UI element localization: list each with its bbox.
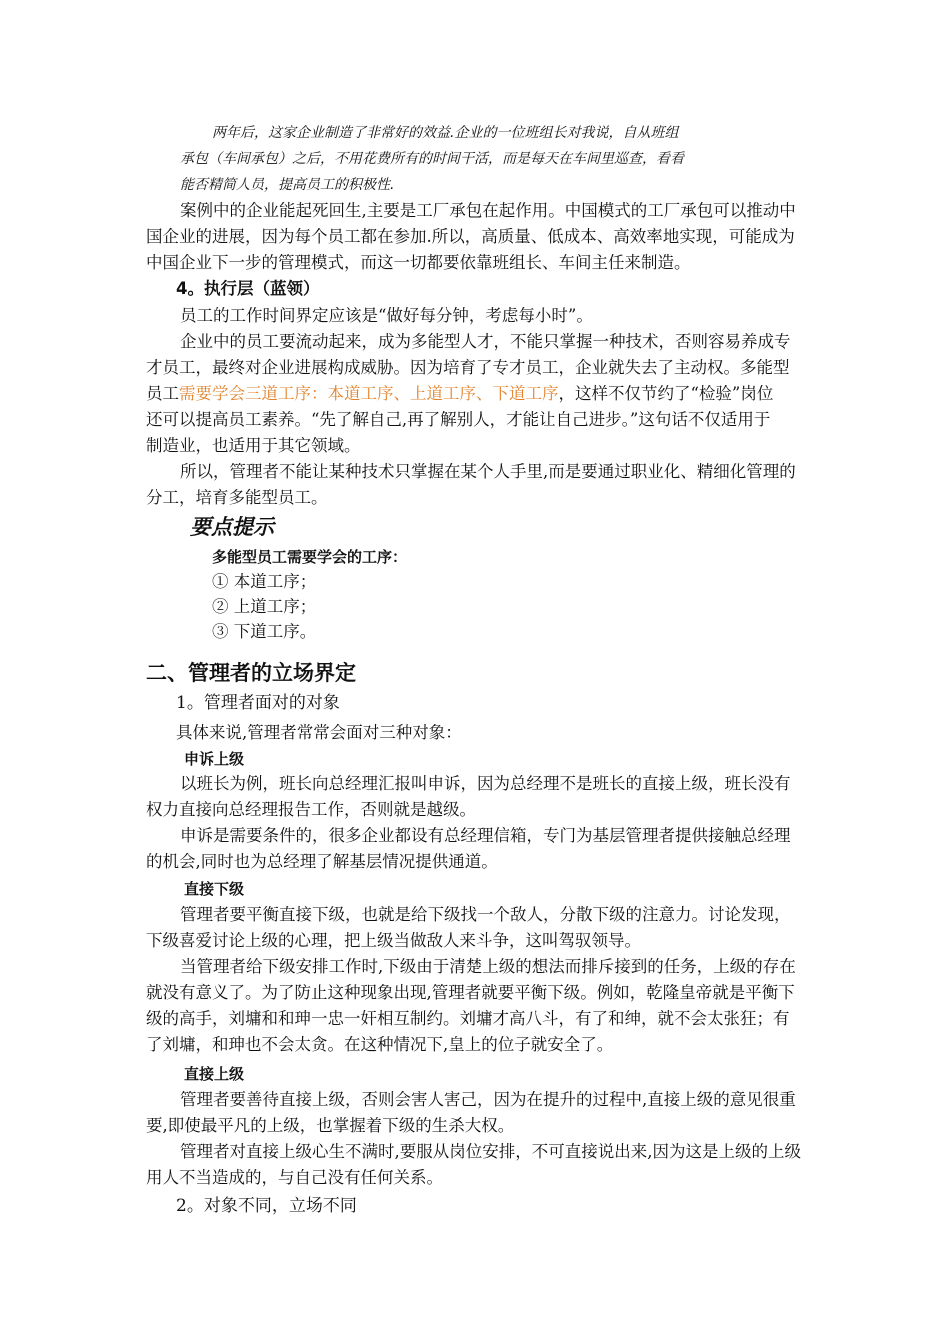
paragraph-line: 要,即使最平凡的上级，也掌握着下级的生杀大权。 [146, 1116, 515, 1135]
paragraph-line: 权力直接向总经理报告工作，否则就是越级。 [146, 800, 476, 819]
quote-line-2: 承包（车间承包）之后，不用花费所有的时间干活，而是每天在车间里巡查，看看 [180, 151, 684, 167]
paragraph-line: 制造业，也适用于其它领域。 [146, 436, 361, 455]
paragraph-line: 才员工，最终对企业进展构成威胁。因为培育了专才员工，企业就失去了主动权。多能型 [146, 358, 790, 377]
paragraph-line: 员工的工作时间界定应该是“做好每分钟，考虑每小时”。 [180, 306, 593, 325]
paragraph-line: 企业中的员工要流动起来，成为多能型人才，不能只掌握一种技术，否则容易养成专 [180, 332, 791, 351]
paragraph-line: 具体来说,管理者常常会面对三种对象： [176, 723, 462, 742]
subsection-heading: 1。管理者面对的对象 [176, 693, 340, 713]
paragraph-line: 国企业的进展，因为每个员工都在参加.所以，高质量、低成本、高效率地实现，可能成为 [146, 227, 795, 246]
paragraph-line: 级的高手，刘墉和和珅一忠一奸相互制约。刘墉才高八斗，有了和绅，就不会太张狂；有 [146, 1009, 790, 1028]
highlighted-text: 需要学会三道工序：本道工序、上道工序、下道工序 [179, 384, 559, 403]
paragraph-line: 还可以提高员工素养。“先了解自己,再了解别人，才能让自己进步。”这句话不仅适用于 [146, 410, 771, 429]
paragraph-line [146, 383, 773, 405]
subsection-heading: 2。对象不同，立场不同 [176, 1196, 357, 1216]
paragraph-line: 申诉是需要条件的，很多企业都设有总经理信箱，专门为基层管理者提供接触总经理 [180, 826, 791, 845]
exec-heading: 4。执行层（蓝领） [176, 279, 320, 298]
text-span: 员工 [146, 384, 179, 403]
section-heading: 二、管理者的立场界定 [146, 661, 356, 685]
paragraph-line: 的机会,同时也为总经理了解基层情况提供通道。 [146, 852, 498, 871]
paragraph-line: 用人不当造成的，与自己没有任何关系。 [146, 1168, 443, 1187]
quote-line-1: 两年后，这家企业制造了非常好的效益.企业的一位班组长对我说，自从班组 [212, 125, 679, 141]
text-span: ，这样不仅节约了“检验”岗位 [558, 384, 774, 403]
paragraph-line: 所以，管理者不能让某种技术只掌握在某个人手里,而是要通过职业化、精细化管理的 [180, 462, 796, 481]
tip-item: ② 上道工序； [212, 597, 317, 616]
quote-line-3: 能否精简人员，提高员工的积极性. [180, 177, 395, 193]
paragraph-line: 下级喜爱讨论上级的心理，把上级当做敌人来斗争，这叫驾驭领导。 [146, 931, 641, 950]
paragraph-line: 管理者要平衡直接下级，也就是给下级找一个敌人，分散下级的注意力。讨论发现， [180, 905, 791, 924]
paragraph-line: 以班长为例，班长向总经理汇报叫申诉，因为总经理不是班长的直接上级，班长没有 [180, 774, 791, 793]
tip-item: ③ 下道工序。 [212, 622, 317, 641]
paragraph-line: 当管理者给下级安排工作时,下级由于清楚上级的想法而排斥接到的任务，上级的存在 [180, 957, 796, 976]
paragraph-line: 了刘墉，和珅也不会太贪。在这种情况下,皇上的位子就安全了。 [146, 1035, 614, 1054]
tip-item: ① 本道工序； [212, 572, 317, 591]
item-title: 直接下级 [184, 880, 245, 898]
paragraph-line: 就没有意义了。为了防止这种现象出现,管理者就要平衡下级。例如，乾隆皇帝就是平衡下 [146, 983, 795, 1002]
tip-subtitle: 多能型员工需要学会的工序： [212, 548, 408, 566]
item-title: 申诉上级 [184, 750, 245, 768]
paragraph-line: 案例中的企业能起死回生,主要是工厂承包在起作用。中国模式的工厂承包可以推动中 [180, 201, 796, 220]
paragraph-line: 分工，培育多能型员工。 [146, 488, 328, 507]
paragraph-line: 管理者对直接上级心生不满时,要服从岗位安排，不可直接说出来,因为这是上级的上级 [180, 1142, 801, 1161]
item-title: 直接上级 [184, 1065, 245, 1083]
paragraph-line: 管理者要善待直接上级，否则会害人害己，因为在提升的过程中,直接上级的意见很重 [180, 1090, 796, 1109]
paragraph-line: 中国企业下一步的管理模式，而这一切都要依靠班组长、车间主任来制造。 [146, 253, 691, 272]
tip-title: 要点提示 [190, 514, 274, 539]
